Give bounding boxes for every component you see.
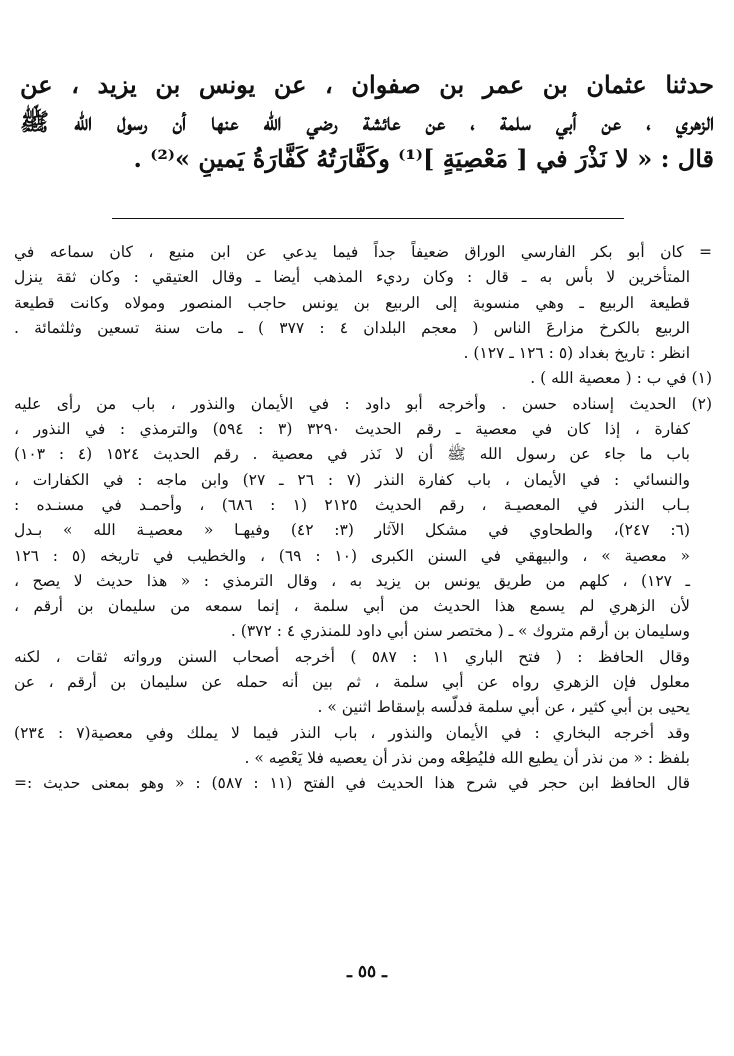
footnote-line: المتأخرين لا بأس به ـ قال : وكان رديء المذهب أيضا ـ وقال العتيقي : وكان ثقة ينزل <box>14 268 690 287</box>
footnote-line: وقال الحافظ : ( فتح الباري ١١ : ٥٨٧ ) أخرجه أصحاب السنن ورواته ثقات ، لكنه <box>14 647 690 666</box>
footnote-line: (٦: ٢٤٧)، والطحاوي في مشكل الآثار (٣: ٤٢) وفيهـا « معصيـة الله » بـدل <box>14 521 690 540</box>
footnotes <box>14 240 712 797</box>
footnote-line: « معصية » ، والبيهقي في السنن الكبرى (١٠ : ٦٩) ، والخطيب في تاريخه (٥ : ١٢٦ <box>14 546 691 565</box>
footnote-line: ـ ١٢٧) ، كلهم من طريق يونس بن يزيد به ، وقال الترمذي : « هذا حديث لا يصح ، <box>14 571 690 590</box>
footnote-line: انظر : تاريخ بغداد (٥ : ١٢٦ ـ ١٢٧) . <box>463 344 690 363</box>
footnote-line: = كان أبو بكر الفارسي الوراق ضعيفاً جداً فيما يدعي عن ابن منيع ، كان سماعه في <box>14 243 712 261</box>
footnote-line: باب ما جاء عن رسول الله ﷺ أن لا نَذر في معصية . رقم الحديث ١٥٢٤ (٤ : ١٠٣) <box>14 445 690 464</box>
footnote-line: قال الحافظ ابن حجر في شرح هذا الحديث في الفتح (١١ : ٥٨٧) : « وهو بمعنى حديث := <box>14 774 690 793</box>
footnote-line: بلفظ : « من نذر أن يطيع الله فليُطِعْه ومن نذر أن يعصيه فلا يَعْصِه » . <box>244 748 690 767</box>
hadith-line: حدثنا عثمان بن عمر بن صفوان ، عن يونس بن يزيد ، عن <box>20 70 714 99</box>
hadith-line: الزهري ، عن أبي سلمة ، عن عائشة رضي الله عنها أن رسول الله ﷺ <box>20 107 714 136</box>
footnote-line: وسليمان بن أرقم متروك » ـ ( مختصر سنن أبي داود للمنذري ٤ : ٣٧٢) . <box>230 622 690 641</box>
footnote-line: كفارة ، إذا كان في معصية ـ رقم الحديث ٣٢٩٠ (٣ : ٥٩٤) والترمذي : في النذور ، <box>14 420 691 439</box>
footnote-line: لأن الزهري لم يسمع هذا الحديث من أبي سلمة ، إنما سمعه من سليمان بن أرقم ، <box>14 597 690 616</box>
footnote-line: وقد أخرجه البخاري : في الأيمان والنذور ، باب النذر فيما لا يملك وفي معصية(٧ : ٢٣٤) <box>14 723 691 742</box>
hadith-text <box>20 66 714 177</box>
footnote-line: والنسائي : في الأيمان ، باب كفارة النذر (٧ : ٢٦ ـ ٢٧) وابن ماجه : في الكفارات ، <box>14 470 690 489</box>
page-number: ـ ٥٥ ـ <box>346 962 388 982</box>
footnote-line: (٢) الحديث إسناده حسن . وأخرجه أبو داود : في الأيمان والنذور ، باب من رأى عليه <box>14 394 712 413</box>
hadith-line: قال : « لا نَذْرَ في [ مَعْصِيَةٍ ]⁽¹⁾ وكَفَّارَتُهُ كَفَّارَةُ يَمينٍ »⁽²⁾ . <box>133 144 714 173</box>
footnote-line: يحيى بن أبي كثير ، عن أبي سلمة فدلّسه بإسقاط اثنين » . <box>317 698 690 717</box>
footnote-line: قطيعة الربيع ـ وهي منسوبة إلى الربيع بن يونس حاجب المنصور ومولاه وكانت قطيعة <box>14 293 690 312</box>
footnote-line: بـاب النذر في المعصيـة ، رقم الحديث ٢١٢٥ (١ : ٦٨٦) ، وأحمـد في مسنـده : <box>14 495 691 514</box>
footnote-line: الربيع بالكرخ مزارعَ الناس ( معجم البلدان ٤ : ٣٧٧ ) ـ مات سنة تسعين وثلثمائة . <box>14 318 690 337</box>
footnote-separator <box>112 218 624 219</box>
footnote-line: (١) في ب : ( معصية الله ) . <box>530 369 712 388</box>
footnote-line: معلول فإن الزهري رواه عن أبي سلمة ، ثم بين أنه حمله عن سليمان بن أرقم ، عن <box>14 673 690 692</box>
